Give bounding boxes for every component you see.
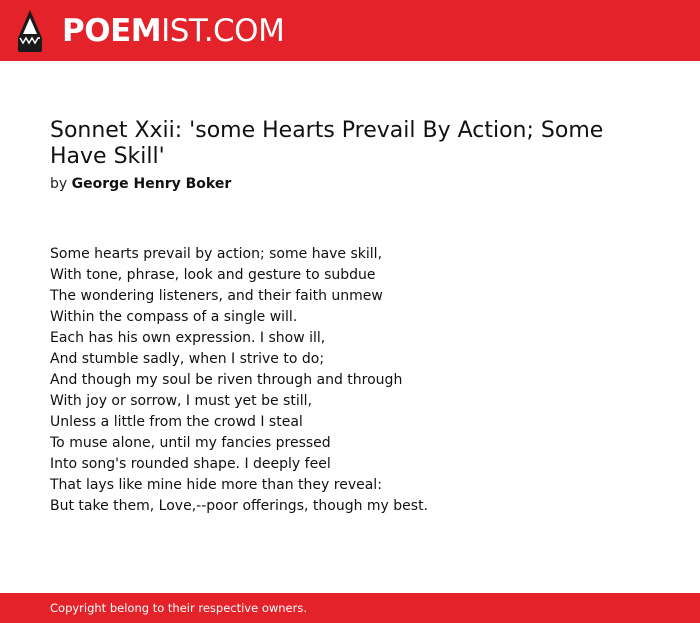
poem-line: But take them, Love,--poor offerings, though my best. [50,498,429,514]
poem-line: And though my soul be riven through and through [50,372,403,388]
logo-text-light: IST.COM [161,13,285,49]
poem-byline [50,174,231,194]
poem-line: The wondering listeners, and their faith unmew [50,288,383,304]
poem-title: Sonnet Xxii: 'some Hearts Prevail By Action; Some Have Skill' [50,118,604,169]
poem-line: Unless a little from the crowd I steal [50,414,303,430]
poem-line: Some hearts prevail by action; some have skill, [50,246,383,262]
poem-line: With joy or sorrow, I must yet be still, [50,393,312,409]
copyright-text: Copyright belong to their respective owners. [50,601,308,615]
poem-line: To muse alone, until my fancies pressed [50,435,331,451]
poem-author: George Henry Boker [71,176,232,192]
site-logo[interactable] [62,12,284,50]
site-header [0,0,700,61]
byline-prefix: by [50,176,68,192]
poem-body [50,244,650,517]
poem-line: With tone, phrase, look and gesture to subdue [50,267,376,283]
poem-line: Within the compass of a single will. [50,309,298,325]
poem-line: Each has his own expression. I show ill, [50,330,326,346]
poem-line: And stumble sadly, when I strive to do; [50,351,325,367]
poem-line: Into song's rounded shape. I deeply feel [50,456,331,472]
site-footer [0,593,700,623]
logo-text-bold: POEM [62,13,162,49]
poem-line: That lays like mine hide more than they reveal: [50,477,382,493]
pencil-tip-icon[interactable] [18,10,42,52]
